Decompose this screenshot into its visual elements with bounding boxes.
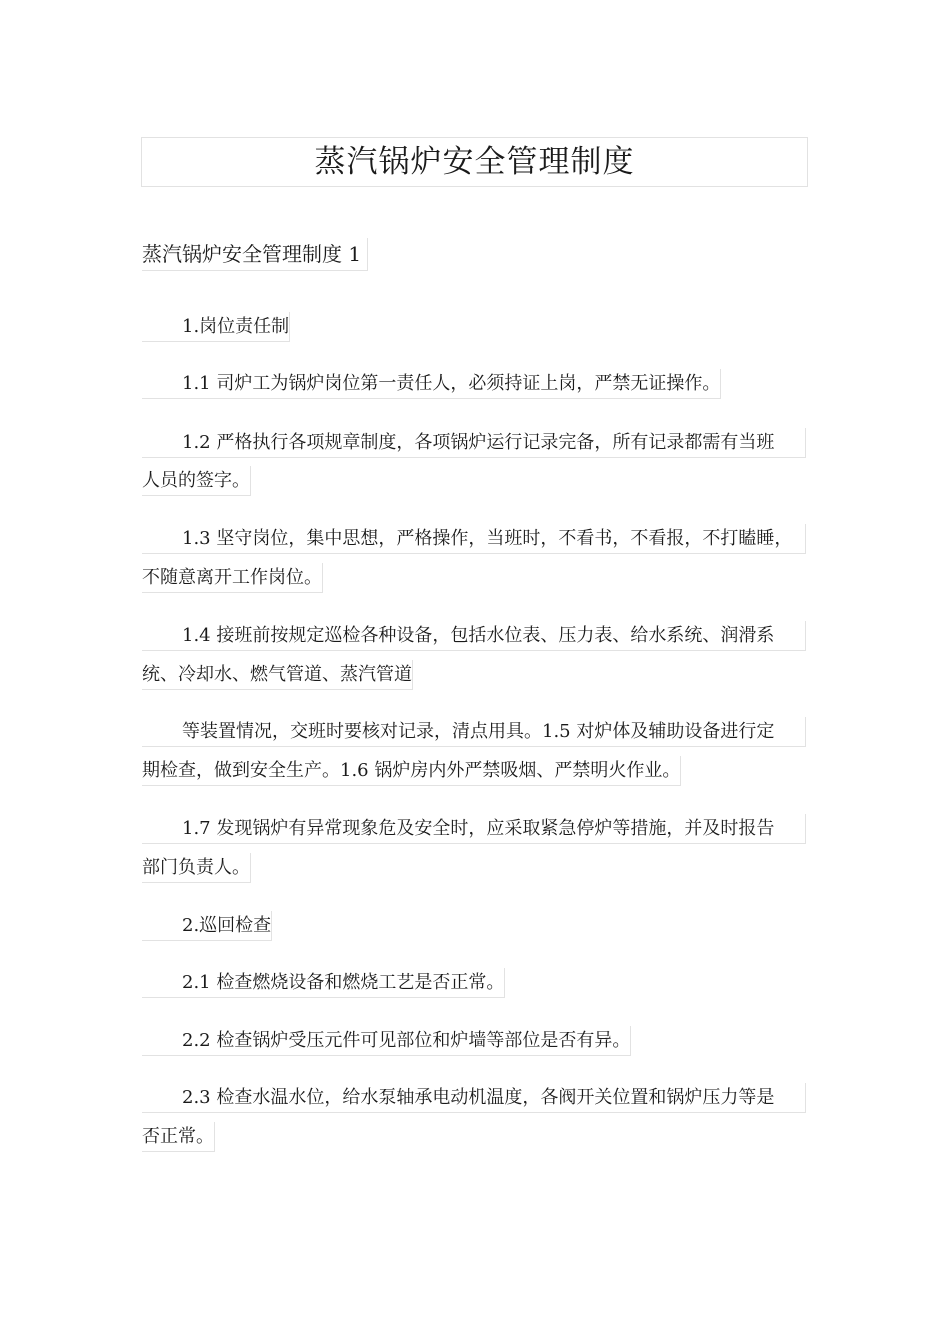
- text-line: 否正常。: [142, 1122, 215, 1152]
- text-line: 2.2 检查锅炉受压元件可见部位和炉墙等部位是否有异。: [142, 1026, 631, 1056]
- text-line: 等装置情况，交班时要核对记录，清点用具。1.5 对炉体及辅助设备进行定: [142, 717, 806, 747]
- section-heading: 蒸汽锅炉安全管理制度 1: [142, 238, 368, 271]
- text-line: 1.1 司炉工为锅炉岗位第一责任人，必须持证上岗，严禁无证操作。: [142, 369, 721, 399]
- text-line: 期检查，做到安全生产。1.6 锅炉房内外严禁吸烟、严禁明火作业。: [142, 756, 681, 786]
- text-line: 不随意离开工作岗位。: [142, 563, 323, 593]
- text-line: 2.3 检查水温水位，给水泵轴承电动机温度，各阀开关位置和锅炉压力等是: [142, 1083, 806, 1113]
- text-line: 2.巡回检查: [142, 911, 272, 941]
- text-line: 1.3 坚守岗位，集中思想，严格操作，当班时，不看书，不看报，不打瞌睡，: [142, 524, 806, 554]
- text-line: 1.4 接班前按规定巡检各种设备，包括水位表、压力表、给水系统、润滑系: [142, 621, 806, 651]
- text-line: 部门负责人。: [142, 853, 251, 883]
- document-title: 蒸汽锅炉安全管理制度: [314, 144, 635, 180]
- text-line: 1.7 发现锅炉有异常现象危及安全时，应采取紧急停炉等措施，并及时报告: [142, 814, 806, 844]
- text-line: 统、冷却水、燃气管道、蒸汽管道: [142, 660, 413, 690]
- text-line: 1.2 严格执行各项规章制度，各项锅炉运行记录完备，所有记录都需有当班: [142, 428, 806, 458]
- text-line: 2.1 检查燃烧设备和燃烧工艺是否正常。: [142, 968, 505, 998]
- document-title-box: [141, 137, 808, 187]
- text-line: 人员的签字。: [142, 466, 251, 496]
- text-line: 1.岗位责任制: [142, 312, 290, 342]
